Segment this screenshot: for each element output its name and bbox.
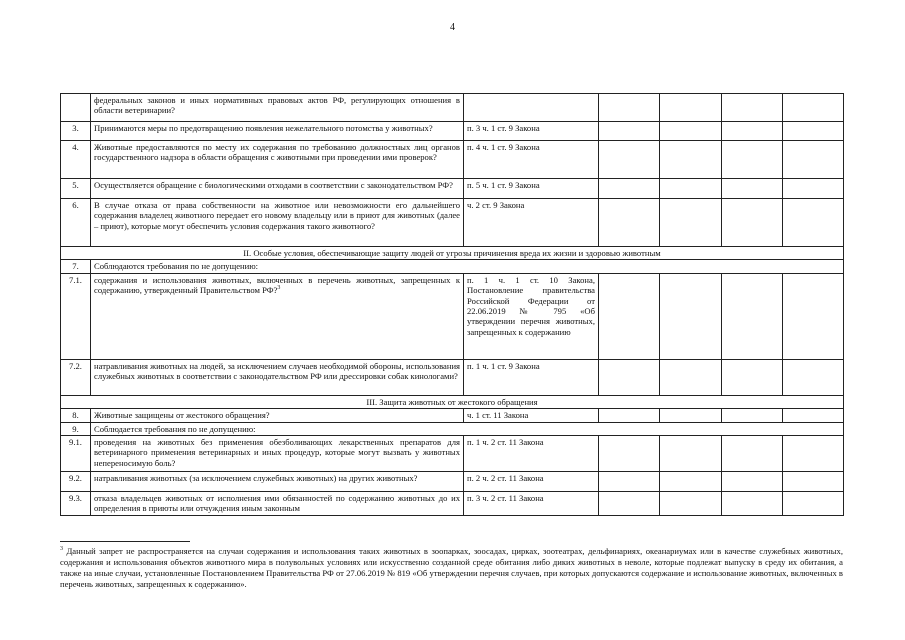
row-number: 4. (61, 141, 91, 179)
answer-cell (783, 179, 844, 199)
answer-cell (599, 199, 660, 247)
answer-cell (783, 359, 844, 395)
answer-cell (599, 273, 660, 359)
requirement-text (91, 141, 464, 179)
answer-cell (783, 492, 844, 516)
requirement-text-content: федеральных законов и иных нормативных правовых актов РФ, регулирующих отношения в области ветеринарии? (94, 95, 460, 116)
requirement-text-content: натравливания животных на людей, за исключением случаев необходимой обороны, использования служебных животных в соответствии с законодательством РФ или дрессировки собак кинологами? (94, 360, 460, 382)
legal-reference: ч. 1 ст. 11 Закона (464, 409, 599, 422)
answer-cell (660, 472, 722, 492)
answer-cell (722, 141, 783, 179)
answer-cell (599, 409, 660, 422)
answer-cell (599, 122, 660, 141)
legal-reference: п. 3 ч. 2 ст. 11 Закона (464, 492, 599, 516)
checklist-table (60, 93, 844, 516)
answer-cell (660, 359, 722, 395)
requirement-text (91, 436, 464, 472)
answer-cell (599, 94, 660, 122)
answer-cell (783, 141, 844, 179)
answer-cell (783, 94, 844, 122)
legal-reference: п. 1 ч. 1 ст. 9 Закона (464, 359, 599, 395)
requirement-text-content: натравливания животных (за исключением служебных животных) на других животных? (94, 473, 418, 484)
requirement-text-content: В случае отказа от права собственности на животное или невозможности его дальнейшего содержания владелец животного передает его новому владельцу или в приют для животных (далее – приют), которые могут обеспечить условия содержания такого животного? (94, 200, 460, 231)
requirement-text (91, 273, 464, 359)
answer-cell (783, 199, 844, 247)
answer-cell (660, 409, 722, 422)
requirement-text (91, 359, 464, 395)
requirement-text-content: Животные предоставляются по месту их содержания по требованию должностных лиц органов государственного надзора в области обращения с животными при проведении ими проверок? (94, 142, 460, 163)
answer-cell (599, 492, 660, 516)
section-header-row (61, 395, 844, 408)
row-number: 9.3. (61, 492, 91, 516)
table-row (61, 359, 844, 395)
answer-cell (722, 359, 783, 395)
footnote-mark: 3 (60, 546, 63, 553)
answer-cell (783, 409, 844, 422)
row-number: 6. (61, 199, 91, 247)
row-number: 9. (61, 422, 91, 435)
requirement-text (91, 122, 464, 141)
table-row (61, 199, 844, 247)
requirement-text (91, 409, 464, 422)
footnote-text: Данный запрет не распространяется на случаи содержания и использования таких животных в зоопарках, зоосадах, цирках, зоотеатрах, дельфинариях, океанариумах или в качестве служебных животных, содержания и использования объектов животного мира в полувольных условиях или искусственно созданной среде обитания либо диких животных в неволе, которые подлежат выпуску в среду их обитания, а также на иные случаи, установленные Постановлением Правительства РФ от 27.06.2019 № 819 «Об утверждении перечня случаев, при которых допускаются содержание и использование животных, включенных в перечень животных, запрещенных к содержанию». (60, 546, 843, 589)
requirement-text (91, 94, 464, 122)
answer-cell (599, 472, 660, 492)
footnote (60, 546, 843, 590)
answer-cell (660, 199, 722, 247)
answer-cell (599, 359, 660, 395)
requirement-text (91, 472, 464, 492)
answer-cell (783, 122, 844, 141)
requirement-text-content: Осуществляется обращение с биологическими отходами в соответствии с законодательством РФ? (94, 180, 453, 190)
answer-cell (660, 273, 722, 359)
table-row (61, 472, 844, 492)
answer-cell (783, 472, 844, 492)
legal-reference: п. 2 ч. 2 ст. 11 Закона (464, 472, 599, 492)
table-row (61, 141, 844, 179)
legal-reference: п. 1 ч. 2 ст. 11 Закона (464, 436, 599, 472)
requirement-text (91, 492, 464, 516)
answer-cell (722, 436, 783, 472)
answer-cell (722, 122, 783, 141)
row-number: 3. (61, 122, 91, 141)
row-number: 7.1. (61, 273, 91, 359)
section-title: III. Защита животных от жестокого обращения (61, 395, 844, 408)
legal-reference (464, 94, 599, 122)
requirement-text-content: содержания и использования животных, включенных в перечень животных, запрещенных к содержанию, утвержденный Правительством РФ? (94, 274, 460, 296)
answer-cell (660, 436, 722, 472)
section-header-row (61, 247, 844, 260)
answer-cell (783, 273, 844, 359)
table-row (61, 122, 844, 141)
table-row (61, 422, 844, 435)
answer-cell (722, 199, 783, 247)
legal-reference: п. 5 ч. 1 ст. 9 Закона (464, 179, 599, 199)
requirement-text-content: Принимаются меры по предотвращению появления нежелательного потомства у животных? (94, 123, 433, 133)
answer-cell (722, 409, 783, 422)
legal-reference: п. 4 ч. 1 ст. 9 Закона (464, 141, 599, 179)
legal-reference: ч. 2 ст. 9 Закона (464, 199, 599, 247)
requirement-text-content: проведения на животных без применения обезболивающих лекарственных препаратов для ветеринарного применения ветеринарных и иных процедур, которые могут вызвать у животных непереносимую боль? (94, 437, 460, 468)
answer-cell (660, 122, 722, 141)
answer-cell (722, 472, 783, 492)
answer-cell (660, 94, 722, 122)
row-number: 9.2. (61, 472, 91, 492)
answer-cell (660, 141, 722, 179)
requirement-text (91, 179, 464, 199)
footnote-reference: 3 (277, 285, 281, 292)
row-number: 5. (61, 179, 91, 199)
footnote-separator (60, 541, 190, 542)
answer-cell (660, 492, 722, 516)
table-row (61, 94, 844, 122)
row-number: 9.1. (61, 436, 91, 472)
row-number: 8. (61, 409, 91, 422)
table-row (61, 179, 844, 199)
group-requirement: Соблюдается требования по не допущению: (91, 422, 844, 435)
group-requirement: Соблюдаются требования по не допущению: (91, 260, 844, 273)
requirement-text (91, 199, 464, 247)
table-row (61, 409, 844, 422)
section-title: II. Особые условия, обеспечивающие защиту людей от угрозы причинения вреда их жизни и здоровью животным (61, 247, 844, 260)
row-number: 7. (61, 260, 91, 273)
row-number (61, 94, 91, 122)
requirement-text-content: Животные защищены от жестокого обращения? (94, 410, 270, 421)
table-row (61, 492, 844, 516)
answer-cell (722, 179, 783, 199)
answer-cell (599, 179, 660, 199)
table-row (61, 260, 844, 273)
answer-cell (722, 94, 783, 122)
answer-cell (783, 436, 844, 472)
answer-cell (722, 273, 783, 359)
table-row (61, 436, 844, 472)
row-number: 7.2. (61, 359, 91, 395)
answer-cell (599, 141, 660, 179)
answer-cell (722, 492, 783, 516)
legal-reference: п. 3 ч. 1 ст. 9 Закона (464, 122, 599, 141)
table-row (61, 273, 844, 359)
answer-cell (660, 179, 722, 199)
legal-reference: п. 1 ч. 1 ст. 10 Закона, Постановление правительства Российской Федерации от 22.06.2019 № 795 «Об утверждении перечня животных, запрещенных к содержанию (464, 273, 599, 359)
answer-cell (599, 436, 660, 472)
page-number: 4 (450, 22, 455, 33)
requirement-text-content: отказа владельцев животных от исполнения ими обязанностей по содержанию животных до их определения в приюты или отчуждения иным законным (94, 493, 460, 514)
